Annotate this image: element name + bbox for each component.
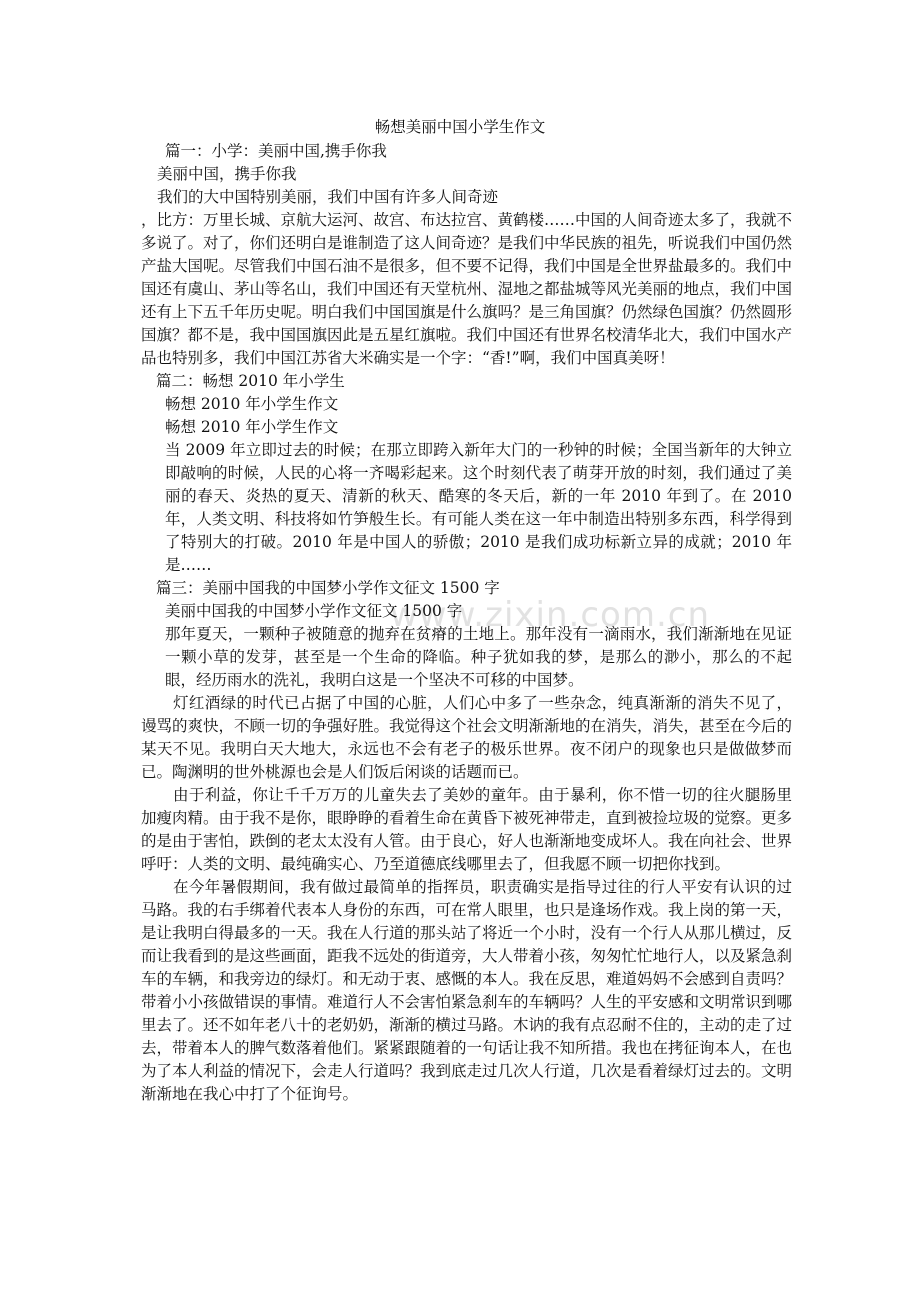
paragraph: 那年夏天，一颗种子被随意的抛弃在贫瘠的土地上。那年没有一滴雨水，我们渐渐地在见证一颗小草的发芽，甚至是一个生命的降临。种子犹如我的梦，是那么的渺小，那么的不起眼，经历雨水的洗礼，我明白这是一个坚决不可移的中国梦。 bbox=[165, 625, 792, 689]
watermark: www.zixin.com.cn bbox=[390, 595, 710, 635]
paragraph: 篇一：小学：美丽中国,携手你我 bbox=[165, 142, 387, 160]
paragraph: 我们的大中国特别美丽，我们中国有许多人间奇迹 bbox=[157, 188, 499, 206]
document-title: 畅想美丽中国小学生作文 bbox=[374, 118, 546, 136]
paragraph: 灯红酒绿的时代已占据了中国的心脏，人们心中多了一些杂念，纯真渐渐的消失不见了，谩骂的爽快，不顾一切的争强好胜。我觉得这个社会文明渐渐地的在消失，消失，甚至在今后的某天不见。我明白天大地大，永远也不会有老子的极乐世界。夜不闭户的现象也只是做做梦而已。陶渊明的世外桃源也会是人们饭后闲谈的话题而已。 bbox=[141, 694, 793, 781]
paragraph: 美丽中国我的中国梦小学作文征文 1500 字 bbox=[165, 602, 463, 620]
paragraph: ，比方：万里长城、京航大运河、故宫、布达拉宫、黄鹤楼……中国的人间奇迹太多了，我就不多说了。对了，你们还明白是谁制造了这人间奇迹？是我们中华民族的祖先，听说我们中国仍然产盐大国呢。尽管我们中国石油不是很多，但不要不记得，我们中国是全世界盐最多的。我们中国还有虞山、茅山等名山，我们中国还有天堂杭州、湿地之都盐城等风光美丽的地点，我们中国还有上下五千年历史呢。明白我们中国国旗是什么旗吗？是三角国旗？仍然绿色国旗？仍然圆形国旗？都不是，我中国国旗因此是五星红旗啦。我们中国还有世界名校清华北大，我们中国水产品也特别多，我们中国江苏省大米确实是一个字：“香!”啊，我们中国真美呀！ bbox=[141, 211, 793, 367]
paragraph: 在今年暑假期间，我有做过最简单的指挥员，职责确实是指导过往的行人平安有认识的过马路。我的右手绑着代表本人身份的东西，可在常人眼里，也只是逢场作戏。我上岗的第一天，是让我明白得最多的一天。我在人行道的那头站了将近一个小时，没有一个行人从那儿横过，反而让我看到的是这些画面，距我不远处的街道旁，大人带着小孩，匆匆忙忙地行人，以及紧急刹车的车辆，和我旁边的绿灯。和无动于衷、感慨的本人。我在反思，难道妈妈不会感到自责吗？带着小小孩做错误的事情。难道行人不会害怕紧急刹车的车辆吗？人生的平安感和文明常识到哪里去了。还不如年老八十的老奶奶，渐渐的横过马路。木讷的我有点忍耐不住的，主动的走了过去，带着本人的脾气数落着他们。紧紧跟随着的一句话让我不知所措。我也在拷征询本人，在也为了本人利益的情况下，会走人行道吗？我到底走过几次人行道，几次是看着绿灯过去的。文明渐渐地在我心中打了个征询号。 bbox=[141, 878, 793, 1103]
paragraph: 篇二：畅想 2010 年小学生 bbox=[156, 372, 345, 390]
document-body bbox=[141, 140, 792, 1106]
paragraph: 由于利益，你让千千万万的儿童失去了美妙的童年。由于暴利，你不惜一切的往火腿肠里加瘦肉精。由于我不是你，眼睁睁的看着生命在黄昏下被死神带走，直到被捡垃圾的觉察。更多的是由于害怕，跌倒的老太太没有人管。由于良心，好人也渐渐地变成坏人。我在向社会、世界呼吁：人类的文明、最纯确实心、乃至道德底线哪里去了，但我愿不顾一切把你找到。 bbox=[141, 786, 793, 873]
paragraph: 美丽中国，携手你我 bbox=[157, 165, 297, 183]
paragraph: 畅想 2010 年小学生作文 bbox=[165, 395, 339, 413]
paragraph: 篇三：美丽中国我的中国梦小学作文征文 1500 字 bbox=[156, 579, 500, 597]
paragraph: 畅想 2010 年小学生作文 bbox=[165, 418, 339, 436]
paragraph: 当 2009 年立即过去的时候；在那立即跨入新年大门的一秒钟的时候；全国当新年的大钟立即敲响的时候，人民的心将一齐喝彩起来。这个时刻代表了萌芽开放的时刻，我们通过了美丽的春天、炎热的夏天、清新的秋天、酷寒的冬天后，新的一年 2010 年到了。在 2010 年，人类文明、科技将如竹笋般生长。有可能人类在这一年中制造出特别多东西，科学得到了特别大的打破。2010 年是中国人的骄傲；2010 是我们成功标新立异的成就；2010 年是…… bbox=[165, 441, 792, 574]
